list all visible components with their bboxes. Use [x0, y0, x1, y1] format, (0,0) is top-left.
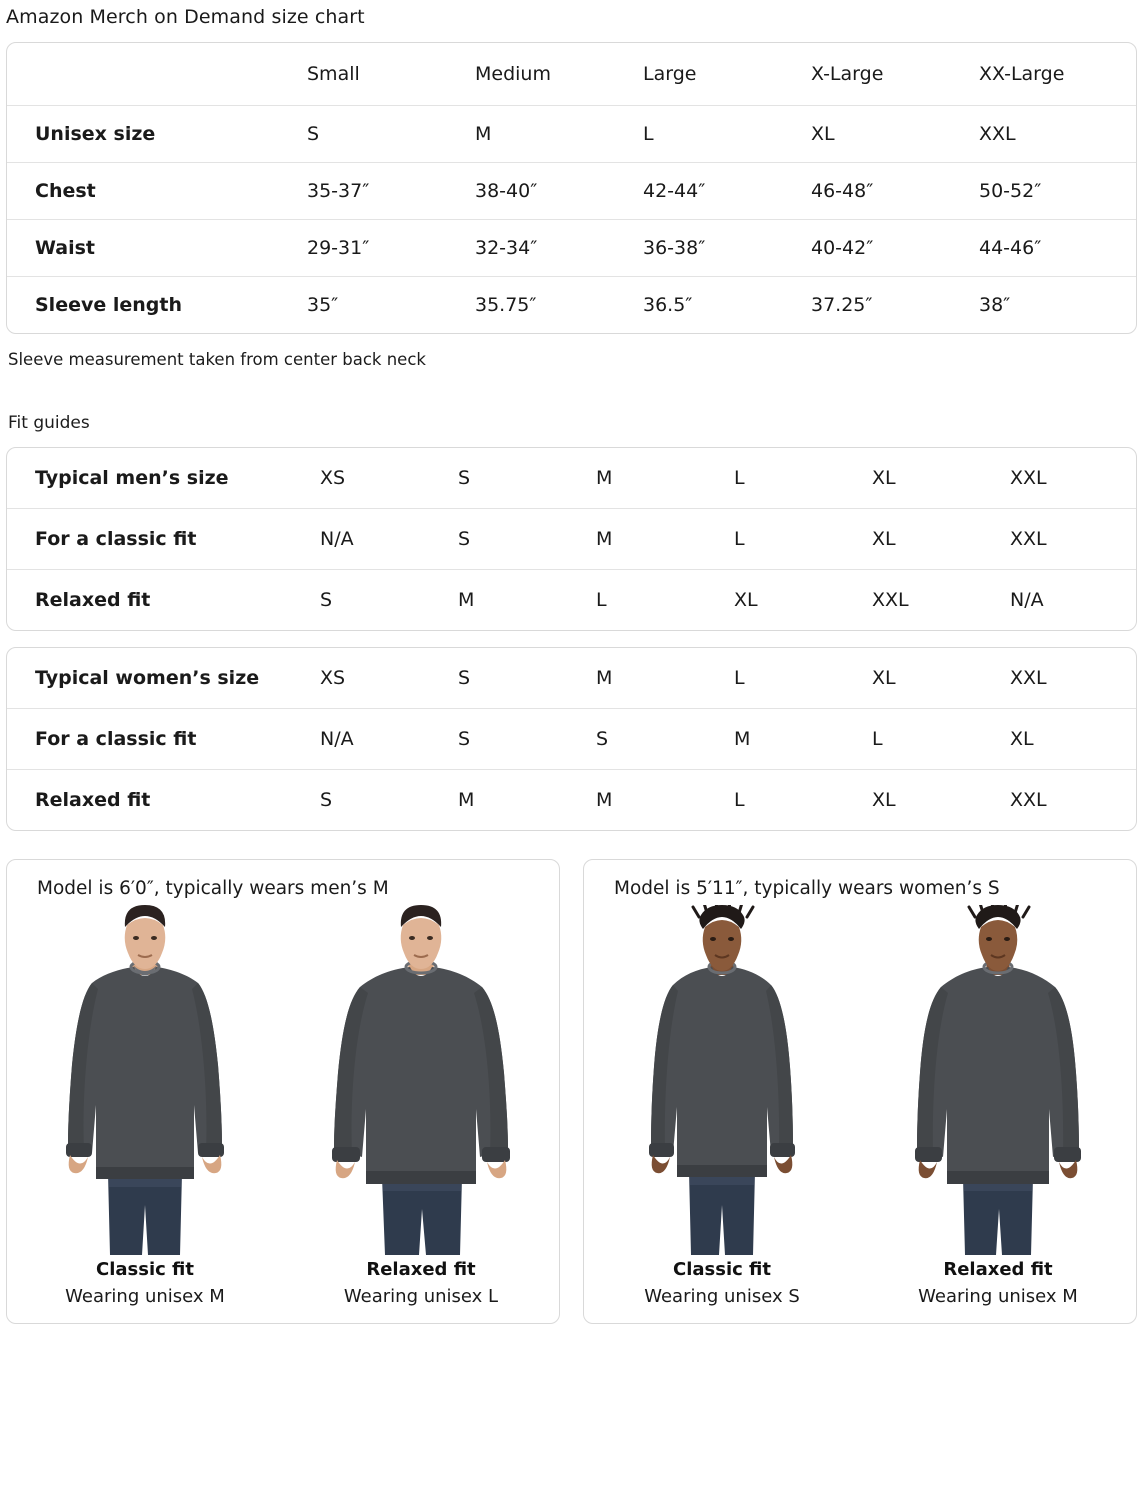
- table-row: [7, 106, 1137, 163]
- cell: XXL: [872, 589, 909, 611]
- cell: XL: [872, 528, 896, 550]
- cell: S: [458, 728, 471, 750]
- mens-relaxed-fit-label: Relaxed fit: [366, 1259, 476, 1280]
- womens-classic-fit-figure: [584, 905, 860, 1307]
- cell: L: [734, 789, 745, 811]
- mens-classic-fit-label: Classic fit: [95, 1259, 194, 1280]
- cell: XXL: [1010, 528, 1047, 550]
- mens-fit-table: [7, 448, 1137, 630]
- table-row: [7, 448, 1137, 509]
- row-label-mens-relaxed-fit: Relaxed fit: [35, 589, 151, 611]
- mens-model-card: [6, 859, 560, 1324]
- cell: L: [734, 528, 745, 550]
- womens-fit-table: [7, 648, 1137, 830]
- cell: N/A: [320, 728, 354, 750]
- cell: 40-42″: [811, 237, 874, 259]
- mens-model-caption: Model is 6′0″, typically wears men’s M: [37, 878, 389, 899]
- womens-model-card: [583, 859, 1137, 1324]
- womens-model-caption: Model is 5′11″, typically wears women’s S: [614, 878, 1000, 899]
- page-title: Amazon Merch on Demand size chart: [6, 6, 365, 28]
- table-row: [7, 277, 1137, 334]
- cell: S: [458, 467, 471, 489]
- cell: XL: [872, 789, 896, 811]
- cell: M: [734, 728, 751, 750]
- table-row: [7, 163, 1137, 220]
- cell: L: [872, 728, 883, 750]
- cell: M: [596, 789, 613, 811]
- cell: L: [596, 589, 607, 611]
- womens-fit-guide-card: [6, 647, 1137, 831]
- row-label-womens-relaxed-fit: Relaxed fit: [35, 789, 151, 811]
- table-row: [7, 770, 1137, 831]
- column-header-large: Large: [643, 43, 811, 106]
- size-chart-table: [7, 43, 1137, 333]
- cell: XS: [320, 467, 346, 489]
- womens-relaxed-fit-size: Wearing unisex M: [918, 1286, 1078, 1307]
- row-label-womens-classic-fit: For a classic fit: [35, 728, 197, 750]
- cell: 38-40″: [475, 180, 538, 202]
- cell: XL: [811, 123, 835, 145]
- mens-relaxed-fit-photo: [306, 905, 536, 1255]
- row-label-mens-classic-fit: For a classic fit: [35, 528, 197, 550]
- mens-relaxed-fit-size: Wearing unisex L: [343, 1286, 499, 1307]
- cell: 46-48″: [811, 180, 874, 202]
- row-label-typical-mens-size: Typical men’s size: [35, 467, 229, 489]
- cell: XL: [734, 589, 758, 611]
- cell: 35″: [307, 294, 339, 316]
- cell: L: [734, 667, 745, 689]
- cell: XXL: [1010, 467, 1047, 489]
- cell: S: [307, 123, 320, 145]
- table-header-row: [7, 43, 1137, 106]
- mens-classic-fit-size: Wearing unisex M: [65, 1286, 225, 1307]
- cell: M: [596, 667, 613, 689]
- row-label-waist: Waist: [35, 237, 96, 259]
- row-label-sleeve-length: Sleeve length: [35, 294, 182, 316]
- cell: XL: [872, 667, 896, 689]
- table-row: [7, 220, 1137, 277]
- cell: 32-34″: [475, 237, 538, 259]
- cell: XL: [872, 467, 896, 489]
- cell: 36.5″: [643, 294, 693, 316]
- cell: 38″: [979, 294, 1011, 316]
- cell: 35-37″: [307, 180, 370, 202]
- cell: M: [458, 589, 475, 611]
- cell: XL: [1010, 728, 1034, 750]
- mens-fit-guide-card: [6, 447, 1137, 631]
- cell: M: [458, 789, 475, 811]
- cell: S: [320, 789, 333, 811]
- cell: M: [596, 467, 613, 489]
- cell: L: [643, 123, 654, 145]
- cell: 42-44″: [643, 180, 706, 202]
- size-chart-card: [6, 42, 1137, 334]
- fit-guides-label: Fit guides: [8, 413, 90, 433]
- womens-relaxed-fit-label: Relaxed fit: [943, 1259, 1053, 1280]
- row-label-unisex-size: Unisex size: [35, 123, 156, 145]
- womens-classic-fit-label: Classic fit: [672, 1259, 771, 1280]
- column-header-medium: Medium: [475, 43, 643, 106]
- cell: XXL: [979, 123, 1016, 145]
- cell: 37.25″: [811, 294, 873, 316]
- cell: S: [458, 667, 471, 689]
- cell: 44-46″: [979, 237, 1042, 259]
- cell: XXL: [1010, 789, 1047, 811]
- womens-classic-fit-size: Wearing unisex S: [644, 1286, 800, 1307]
- cell: S: [596, 728, 609, 750]
- cell: M: [596, 528, 613, 550]
- cell: N/A: [320, 528, 354, 550]
- mens-classic-fit-figure: [7, 905, 283, 1307]
- column-header-xlarge: X-Large: [811, 43, 979, 106]
- cell: N/A: [1010, 589, 1044, 611]
- column-header-blank: [7, 43, 307, 106]
- table-row: [7, 570, 1137, 631]
- cell: L: [734, 467, 745, 489]
- column-header-small: Small: [307, 43, 475, 106]
- table-row: [7, 648, 1137, 709]
- row-label-typical-womens-size: Typical women’s size: [35, 667, 260, 689]
- womens-relaxed-fit-figure: [860, 905, 1136, 1307]
- cell: M: [475, 123, 492, 145]
- table-row: [7, 509, 1137, 570]
- column-header-xxlarge: XX-Large: [979, 43, 1137, 106]
- womens-classic-fit-photo: [607, 905, 837, 1255]
- cell: S: [320, 589, 333, 611]
- model-cards-row: [6, 859, 1137, 1324]
- sleeve-measurement-note: Sleeve measurement taken from center back neck: [8, 350, 426, 369]
- womens-relaxed-fit-photo: [883, 905, 1113, 1255]
- cell: S: [458, 528, 471, 550]
- cell: 36-38″: [643, 237, 706, 259]
- mens-relaxed-fit-figure: [283, 905, 559, 1307]
- cell: XS: [320, 667, 346, 689]
- mens-classic-fit-photo: [30, 905, 260, 1255]
- cell: 35.75″: [475, 294, 537, 316]
- table-row: [7, 709, 1137, 770]
- cell: 29-31″: [307, 237, 370, 259]
- cell: XXL: [1010, 667, 1047, 689]
- row-label-chest: Chest: [35, 180, 96, 202]
- cell: 50-52″: [979, 180, 1042, 202]
